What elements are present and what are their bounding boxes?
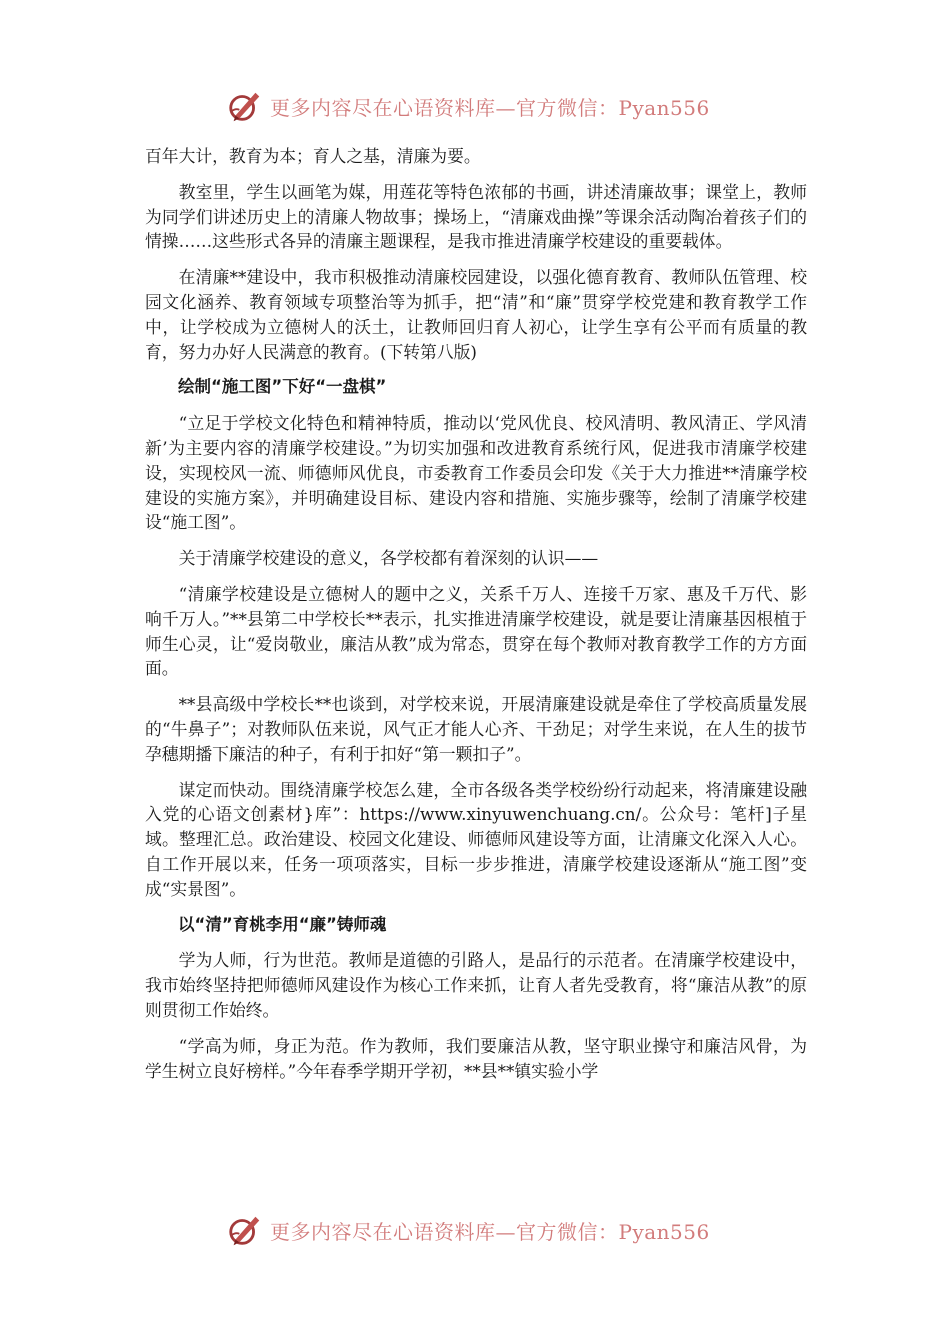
banner-text: 更多内容尽在心语资料库—官方微信：Pyan556	[270, 95, 710, 120]
footer-banner	[226, 1210, 726, 1250]
banner-text: 更多内容尽在心语资料库—官方微信：Pyan556	[270, 1219, 710, 1244]
pen-logo-icon	[226, 1211, 264, 1249]
paragraph-9: 学为人师，行为世范。教师是道德的引路人，是品行的示范者。在清廉学校建设中，我市始终坚持把师德师风建设作为核心工作来抓，让育人者先受教育，将“廉洁从教”的原则贯彻工作始终。	[145, 950, 807, 1020]
document-body	[145, 144, 807, 1094]
paragraph-6: “清廉学校建设是立德树人的题中之义，关系千万人、连接千万家、惠及千万代、影响千万人。”**县第二中学校长**表示，扎实推进清廉学校建设，就是要让清廉基因根植于师生心灵，让“爱岗敬业，廉洁从教”成为常态，贯穿在每个教师对教育教学工作的方方面面。	[145, 583, 807, 679]
section-heading-1: 绘制“施工图”下好“一盘棋”	[178, 377, 387, 397]
paragraph-8: 谋定而快动。围绕清廉学校怎么建，全市各级各类学校纷纷行动起来，将清廉建设融入党的心语文创素材}库”：https://www.xinyuwenchuang.cn/。公众号：笔杆]子星域。整理汇总。政治建设、校园文化建设、师德师风建设等方面，让清廉文化深入人心。自工作开展以来，任务一项项落实，目标一步步推进，清廉学校建设逐渐从“施工图”变成“实景图”。	[145, 779, 807, 899]
pen-logo-icon	[226, 87, 264, 125]
paragraph-5: 关于清廉学校建设的意义，各学校都有着深刻的认识——	[178, 548, 599, 569]
section-heading-2: 以“清”育桃李用“廉”铸师魂	[178, 914, 387, 934]
paragraph-3: 在清廉**建设中，我市积极推动清廉校园建设，以强化德育教育、教师队伍管理、校园文化涵养、教育领域专项整治等为抓手，把“清”和“廉”贯穿学校党建和教育教学工作中，让学校成为立德树人的沃土，让教师回归育人初心，让学生享有公平而有质量的教育，努力办好人民满意的教育。(下转第八版)	[145, 267, 807, 362]
paragraph-2: 教室里，学生以画笔为媒，用莲花等特色浓郁的书画，讲述清廉故事；课堂上，教师为同学们讲述历史上的清廉人物故事；操场上，“清廉戏曲操”等课余活动陶冶着孩子们的情操……这些形式各异的清廉主题课程，是我市推进清廉学校建设的重要载体。	[145, 181, 807, 252]
paragraph-1: 百年大计，教育为本；育人之基，清廉为要。	[145, 146, 481, 166]
header-banner	[226, 86, 726, 126]
paragraph-4: “立足于学校文化特色和精神特质，推动以‘党风优良、校风清明、教风清正、学风清新’为主要内容的清廉学校建设。”为切实加强和改进教育系统行风，促进我市清廉学校建设，实现校风一流、师德师风优良，市委教育工作委员会印发《关于大力推进**清廉学校建设的实施方案》，并明确建设目标、建设内容和措施、实施步骤等，绘制了清廉学校建设“施工图”。	[145, 413, 807, 533]
paragraph-10: “学高为师，身正为范。作为教师，我们要廉洁从教，坚守职业操守和廉洁风骨，为学生树立良好榜样。”今年春季学期开学初，**县**镇实验小学	[145, 1035, 807, 1081]
paragraph-7: **县高级中学校长**也谈到，对学校来说，开展清廉建设就是牵住了学校高质量发展的“牛鼻子”；对教师队伍来说，风气正才能人心齐、干劲足；对学生来说，在人生的拔节孕穗期播下廉洁的种子，有利于扣好“第一颗扣子”。	[145, 694, 807, 764]
